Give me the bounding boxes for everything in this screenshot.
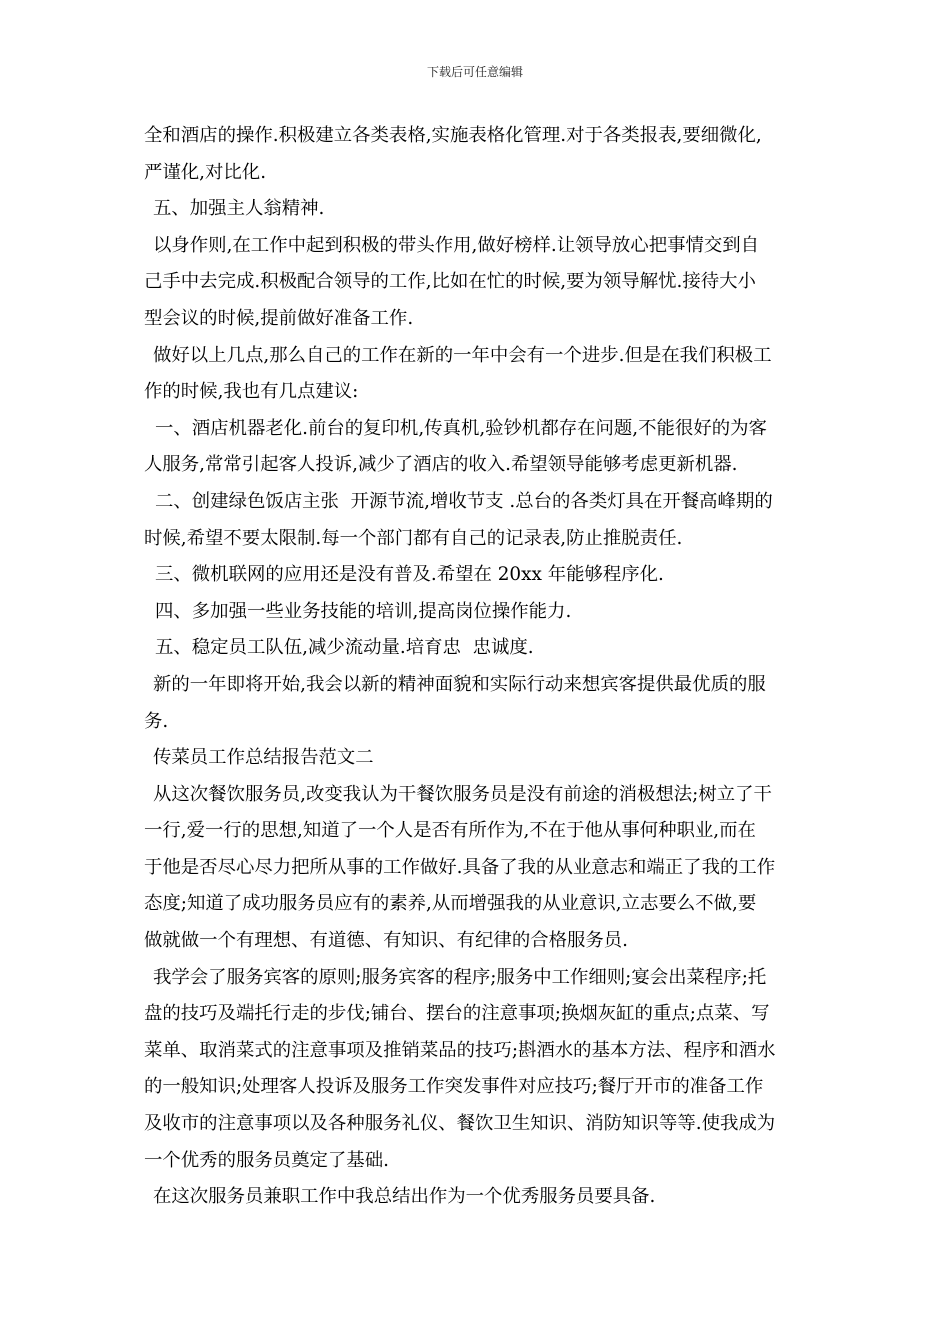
text-line: 我学会了服务宾客的原则;服务宾客的程序;服务中工作细则;宴会出菜程序;托 [153,966,767,988]
text-line: 型会议的时候,提前做好准备工作. [144,307,414,329]
text-line: 的一般知识;处理客人投诉及服务工作突发事件对应技巧;餐厅开市的准备工作 [144,1076,764,1098]
list-item: 一、酒店机器老化.前台的复印机,传真机,验钞机都存在问题,不能很好的为客 [155,417,767,439]
text-line: 务. [144,710,169,732]
document-body [144,118,814,1216]
list-item: 二、创建绿色饭店主张 开源节流,增收节支 .总台的各类灯具在开餐高峰期的 [155,490,773,512]
text-line: 时候,希望不要太限制.每一个部门都有自己的记录表,防止推脱责任. [144,527,683,549]
page-header: 下载后可任意编辑 [426,65,523,79]
list-item: 三、微机联网的应用还是没有普及.希望在 20xx 年能够程序化. [155,564,664,586]
text-line: 于他是否尽心尽力把所从事的工作做好.具备了我的从业意志和端正了我的工作 [144,856,776,878]
text-line: 菜单、取消菜式的注意事项及推销菜品的技巧;斟酒水的基本方法、程序和酒水 [144,1039,776,1061]
text-line: 人服务,常常引起客人投诉,减少了酒店的收入.希望领导能够考虑更新机器. [144,454,738,476]
text-line: 作的时候,我也有几点建议: [144,381,359,403]
text-line: 盘的技巧及端托行走的步伐;铺台、摆台的注意事项;换烟灰缸的重点;点菜、写 [144,1003,770,1025]
section-title: 传菜员工作总结报告范文二 [153,747,374,769]
text-line: 及收市的注意事项以及各种服务礼仪、餐饮卫生知识、消防知识等等.使我成为 [144,1113,776,1135]
text-line: 以身作则,在工作中起到积极的带头作用,做好榜样.让领导放心把事情交到自 [153,234,760,256]
text-line: 一行,爱一行的思想,知道了一个人是否有所作为,不在于他从事何种职业,而在 [144,820,756,842]
text-line: 严谨化,对比化. [144,161,267,183]
text-line: 己手中去完成.积极配合领导的工作,比如在忙的时候,要为领导解忧.接待大小 [144,271,756,293]
text-line: 做好以上几点,那么自己的工作在新的一年中会有一个进步.但是在我们积极工 [153,344,772,366]
list-item: 四、多加强一些业务技能的培训,提高岗位操作能力. [155,600,572,622]
text-line: 全和酒店的操作.积极建立各类表格,实施表格化管理.对于各类报表,要细微化, [144,125,762,146]
text-line: 新的一年即将开始,我会以新的精神面貌和实际行动来想宾客提供最优质的服 [153,673,766,695]
text-line: 一个优秀的服务员奠定了基础. [144,1149,389,1171]
section-heading: 五、加强主人翁精神. [153,198,325,220]
text-line: 从这次餐饮服务员,改变我认为干餐饮服务员是没有前途的消极想法;树立了干 [153,783,772,805]
text-line: 做就做一个有理想、有道德、有知识、有纪律的合格服务员. [144,930,629,952]
list-item: 五、稳定员工队伍,减少流动量.培育忠 忠诚度. [155,637,534,659]
text-line: 在这次服务员兼职工作中我总结出作为一个优秀服务员要具备. [153,1186,656,1208]
text-line: 态度;知道了成功服务员应有的素养,从而增强我的从业意识,立志要么不做,要 [144,893,757,915]
